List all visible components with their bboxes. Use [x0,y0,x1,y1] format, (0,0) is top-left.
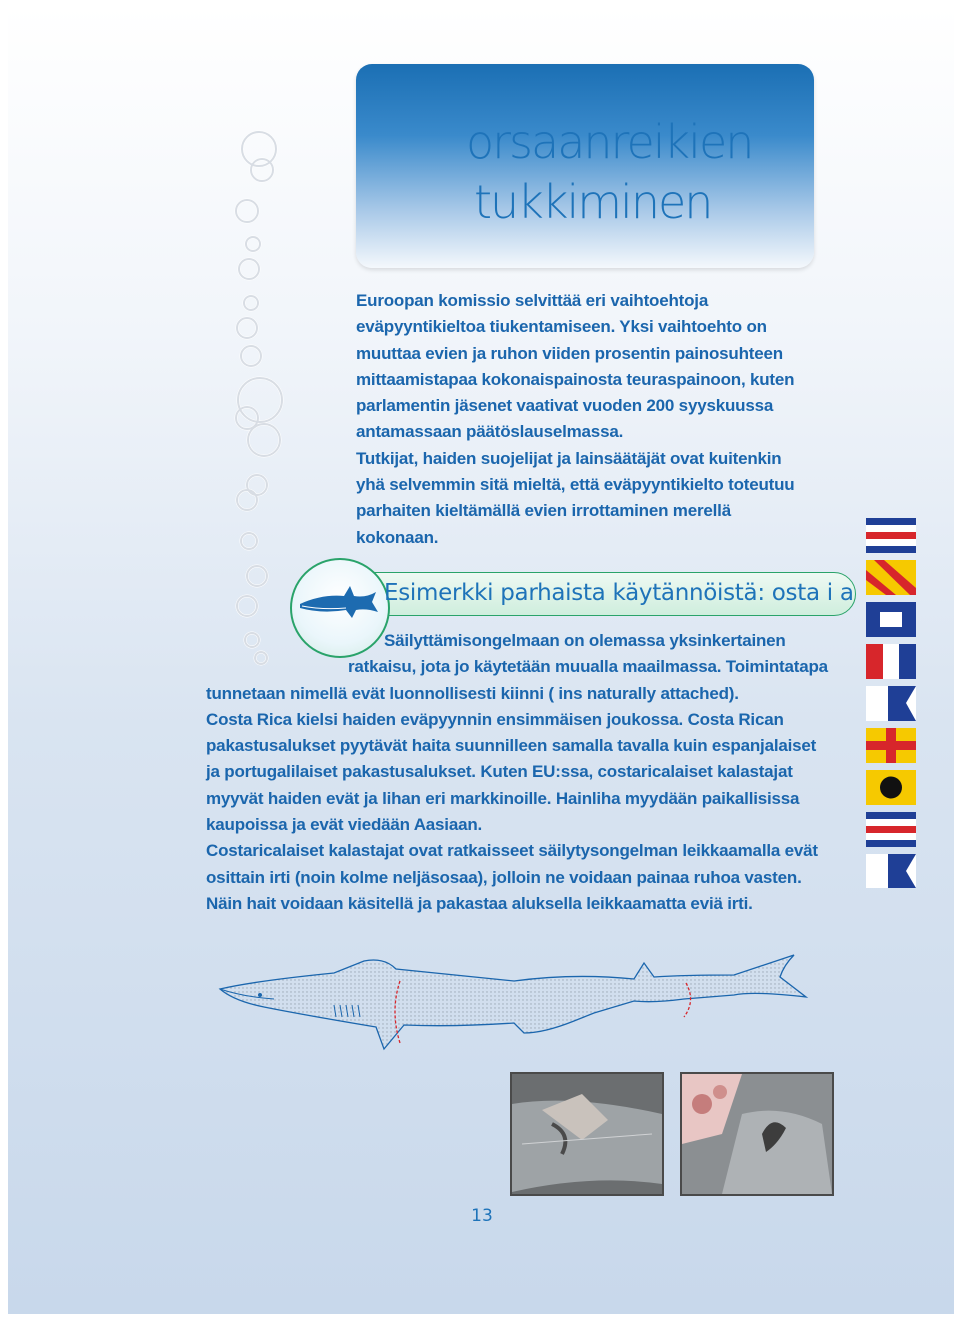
example-heading: Esimerkki parhaista käytännöistä: osta i a [384,580,854,606]
title-line-2: tukkiminen [474,175,712,229]
bubble-icon [237,318,257,338]
body-line: Costaricalaiset kalastajat ovat ratkaisseet säilytysongelman leikkaamalla evät [206,841,818,861]
body-line: osittain irti (noin kolme neljäsosaa), jolloin ne voidaan painaa ruhoa vasten. [206,867,802,887]
intro-line: kokonaan. [356,527,439,547]
bubble-icon [247,566,267,586]
body-line: ratkaisu, jota jo käytetään muualla maailmassa. Toimintatapa [348,657,828,677]
body-line: tunnetaan nimellä evät luonnollisesti kiinni ( ins naturally attached). [206,683,739,703]
intro-paragraph [356,288,836,551]
signal-flag-icon [866,854,916,888]
bubble-icon [241,533,257,549]
intro-line: antamassaan päätöslauselmassa. [356,422,624,442]
page-number: 13 [471,1206,493,1226]
intro-line: parlamentin jäsenet vaativat vuoden 200 syyskuussa [356,396,774,416]
bubble-icon [236,200,258,222]
fin-photo-2 [680,1072,834,1196]
body-text [206,628,866,917]
signal-flag-icon [866,518,916,553]
bubble-icon [241,346,261,366]
bubble-icon [239,259,259,279]
intro-line: Tutkijat, haiden suojelijat ja lainsäätäjät ovat kuitenkin [356,448,782,468]
bubble-icon [238,378,282,422]
body-line: Costa Rica kielsi haiden eväpyynnin ensimmäisen joukossa. Costa Rican [206,709,784,729]
page [8,6,954,1314]
intro-line: parhaiten kieltämällä evien irrottaminen merellä [356,501,731,521]
intro-line: Euroopan komissio selvittää eri vaihtoehtoja [356,291,709,310]
signal-flag-icon [866,560,916,595]
title-line-1: orsaanreikien [466,115,753,169]
intro-line: mittaamistapaa kokonaispainosta teuraspainoon, kuten [356,369,795,389]
body-line: myyvät haiden evät ja lihan eri markkinoille. Hainliha myydään paikallisissa [206,788,800,808]
signal-flag-icon [866,602,916,637]
bubble-icon [236,407,258,429]
bubble-icon [237,490,257,510]
intro-line: yhä selvemmin sitä mieltä, että eväpyyntikielto toteutuu [356,475,795,495]
body-line: Säilyttämisongelmaan on olemassa yksinkertainen [384,631,786,650]
bubble-icon [247,475,267,495]
signal-flag-icon [866,728,916,763]
signal-flag-icon [866,770,916,805]
intro-line: eväpyyntikieltoa tiukentamiseen. Yksi vaihtoehto on [356,317,767,337]
bubble-icon [237,596,257,616]
body-line: pakastusalukset pyytävät haita suunnilleen samalla tavalla kuin espanjalaiset [206,736,817,756]
bubble-icon [244,296,258,310]
intro-line: muuttaa evien ja ruhon viiden prosentin painosuhteen [356,343,783,363]
bubble-icon [246,237,260,251]
signal-flag-icon [866,686,916,721]
title-box [356,64,814,268]
bubble-icon [242,132,276,166]
signal-flag-icon [866,812,916,847]
page-title [466,112,752,232]
bubble-icon [251,159,273,181]
body-line: Näin hait voidaan käsitellä ja pakastaa aluksella leikkaamatta eviä irti. [206,893,753,913]
fin-photo-1 [510,1072,664,1196]
signal-flag-icon [866,644,916,679]
body-line: kaupoissa ja evät viedään Aasiaan. [206,815,483,835]
signal-flags [866,518,918,888]
body-line: ja portugalilaiset pakastusalukset. Kuten EU:ssa, costaricalaiset kalastajat [206,762,793,782]
shark-diagram-icon [214,951,814,1081]
bubble-icon [248,424,280,456]
